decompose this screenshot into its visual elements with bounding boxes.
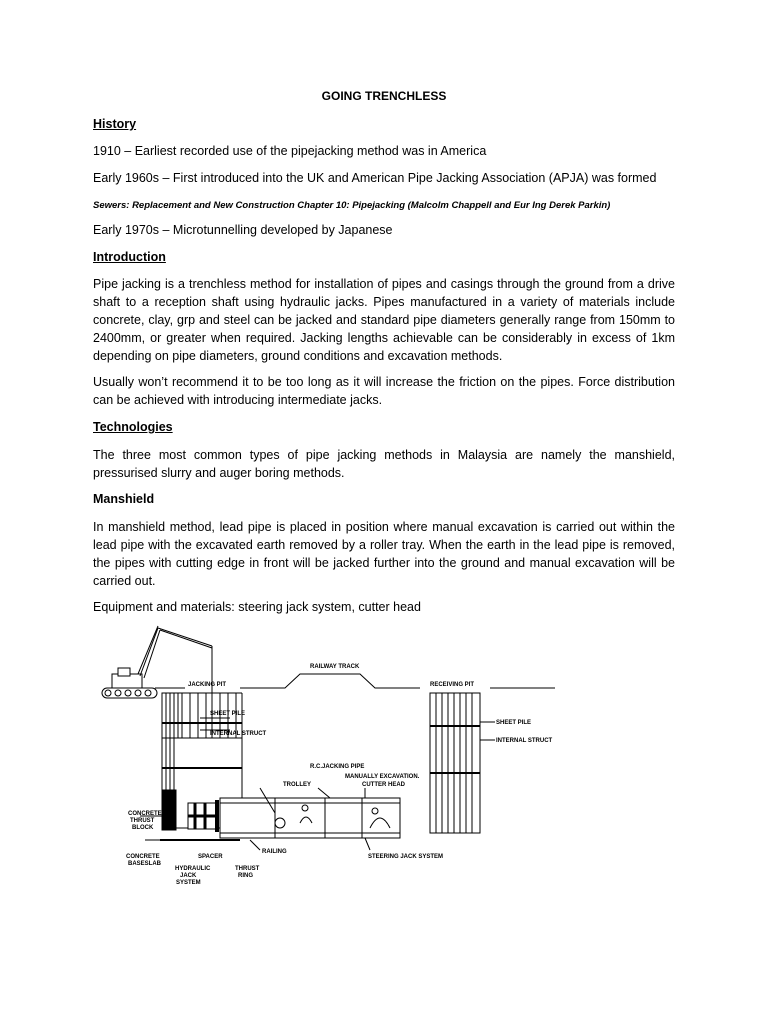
label-hydraulic: HYDRAULIC [175,866,211,872]
label-internal-struct-right: INTERNAL STRUCT [496,738,553,744]
label-thrust-1: THRUST [130,818,155,824]
label-cutter-head: CUTTER HEAD [362,782,405,788]
jacking-pipe [220,798,400,838]
label-spacer: SPACER [198,854,223,860]
label-block: BLOCK [132,825,154,831]
label-receiving-pit: RECEIVING PIT [430,682,475,688]
label-rc-jacking-pipe: R.C.JACKING PIPE [310,764,365,770]
label-manual-excavation: MANUALLY EXCAVATION. [345,774,420,780]
label-system: SYSTEM [176,880,201,886]
label-jack: JACK [180,873,197,879]
label-sheet-pile-left: SHEET PILE [210,711,246,717]
history-heading: History [93,117,137,131]
label-ring: RING [238,873,253,879]
introduction-heading: Introduction [93,250,166,264]
history-line-1960s: Early 1960s – First introduced into the UK and American Pipe Jacking Association (APJA) was formed [93,171,657,185]
technologies-heading: Technologies [93,420,173,434]
label-internal-struct-left: INTERNAL STRUCT [210,731,267,737]
label-jacking-pit: JACKING PIT [188,682,227,688]
label-sheet-pile-right: SHEET PILE [496,720,532,726]
history-line-1910: 1910 – Earliest recorded use of the pipejacking method was in America [93,144,487,158]
manshield-paragraph: In manshield method, lead pipe is placed in position where manual excavation is carried out within the lead pipe with the excavated earth removed by a roller tray. When the earth in the lead pipe is removed, the pipes with cutting edge in front will be jacked further into the ground and manual excavation will be carried out. [93,520,675,588]
pipe-jacking-diagram [100,618,560,898]
label-thrust-2: THRUST [235,866,260,872]
label-railing: RAILING [262,849,287,855]
history-line-1970s: Early 1970s – Microtunnelling developed by Japanese [93,223,393,237]
citation-title: Sewers: Replacement and New Construction Chapter 10: Pipejacking [93,200,405,211]
receiving-pit-sheet-piles [430,693,480,833]
label-concrete-2: CONCRETE [126,854,160,860]
equipment-line: Equipment and materials: steering jack system, cutter head [93,600,421,614]
label-concrete-1: CONCRETE [128,811,162,817]
technologies-paragraph: The three most common types of pipe jacking methods in Malaysia are namely the manshield, pressurised slurry and auger boring methods. [93,448,675,480]
manshield-heading: Manshield [93,492,155,506]
label-steering-jack: STEERING JACK SYSTEM [368,854,444,860]
label-baseslab: BASESLAB [128,861,162,867]
page-title: GOING TRENCHLESS [321,89,447,103]
citation-authors: (Malcolm Chappell and Eur Ing Derek Parkin) [407,200,611,211]
introduction-paragraph-1: Pipe jacking is a trenchless method for installation of pipes and casings through the ground from a drive shaft to a reception shaft using hydraulic jacks. Pipes manufactured in a variety of materials include concrete, clay, grp and steel can be jacked and standard pipe diameters generally range from 150mm to 2400mm, or greater when required. Jacking lengths achievable can be considerably in excess of 1km depending on pipe diameters, ground conditions and excavation methods. [93,277,675,363]
label-trolley: TROLLEY [283,782,311,788]
label-railway-track: RAILWAY TRACK [310,664,360,670]
introduction-paragraph-2: Usually won’t recommend it to be too long as it will increase the friction on the pipes. Force distribution can be achieved with introducing intermediate jacks. [93,375,675,407]
history-citation [93,197,675,215]
